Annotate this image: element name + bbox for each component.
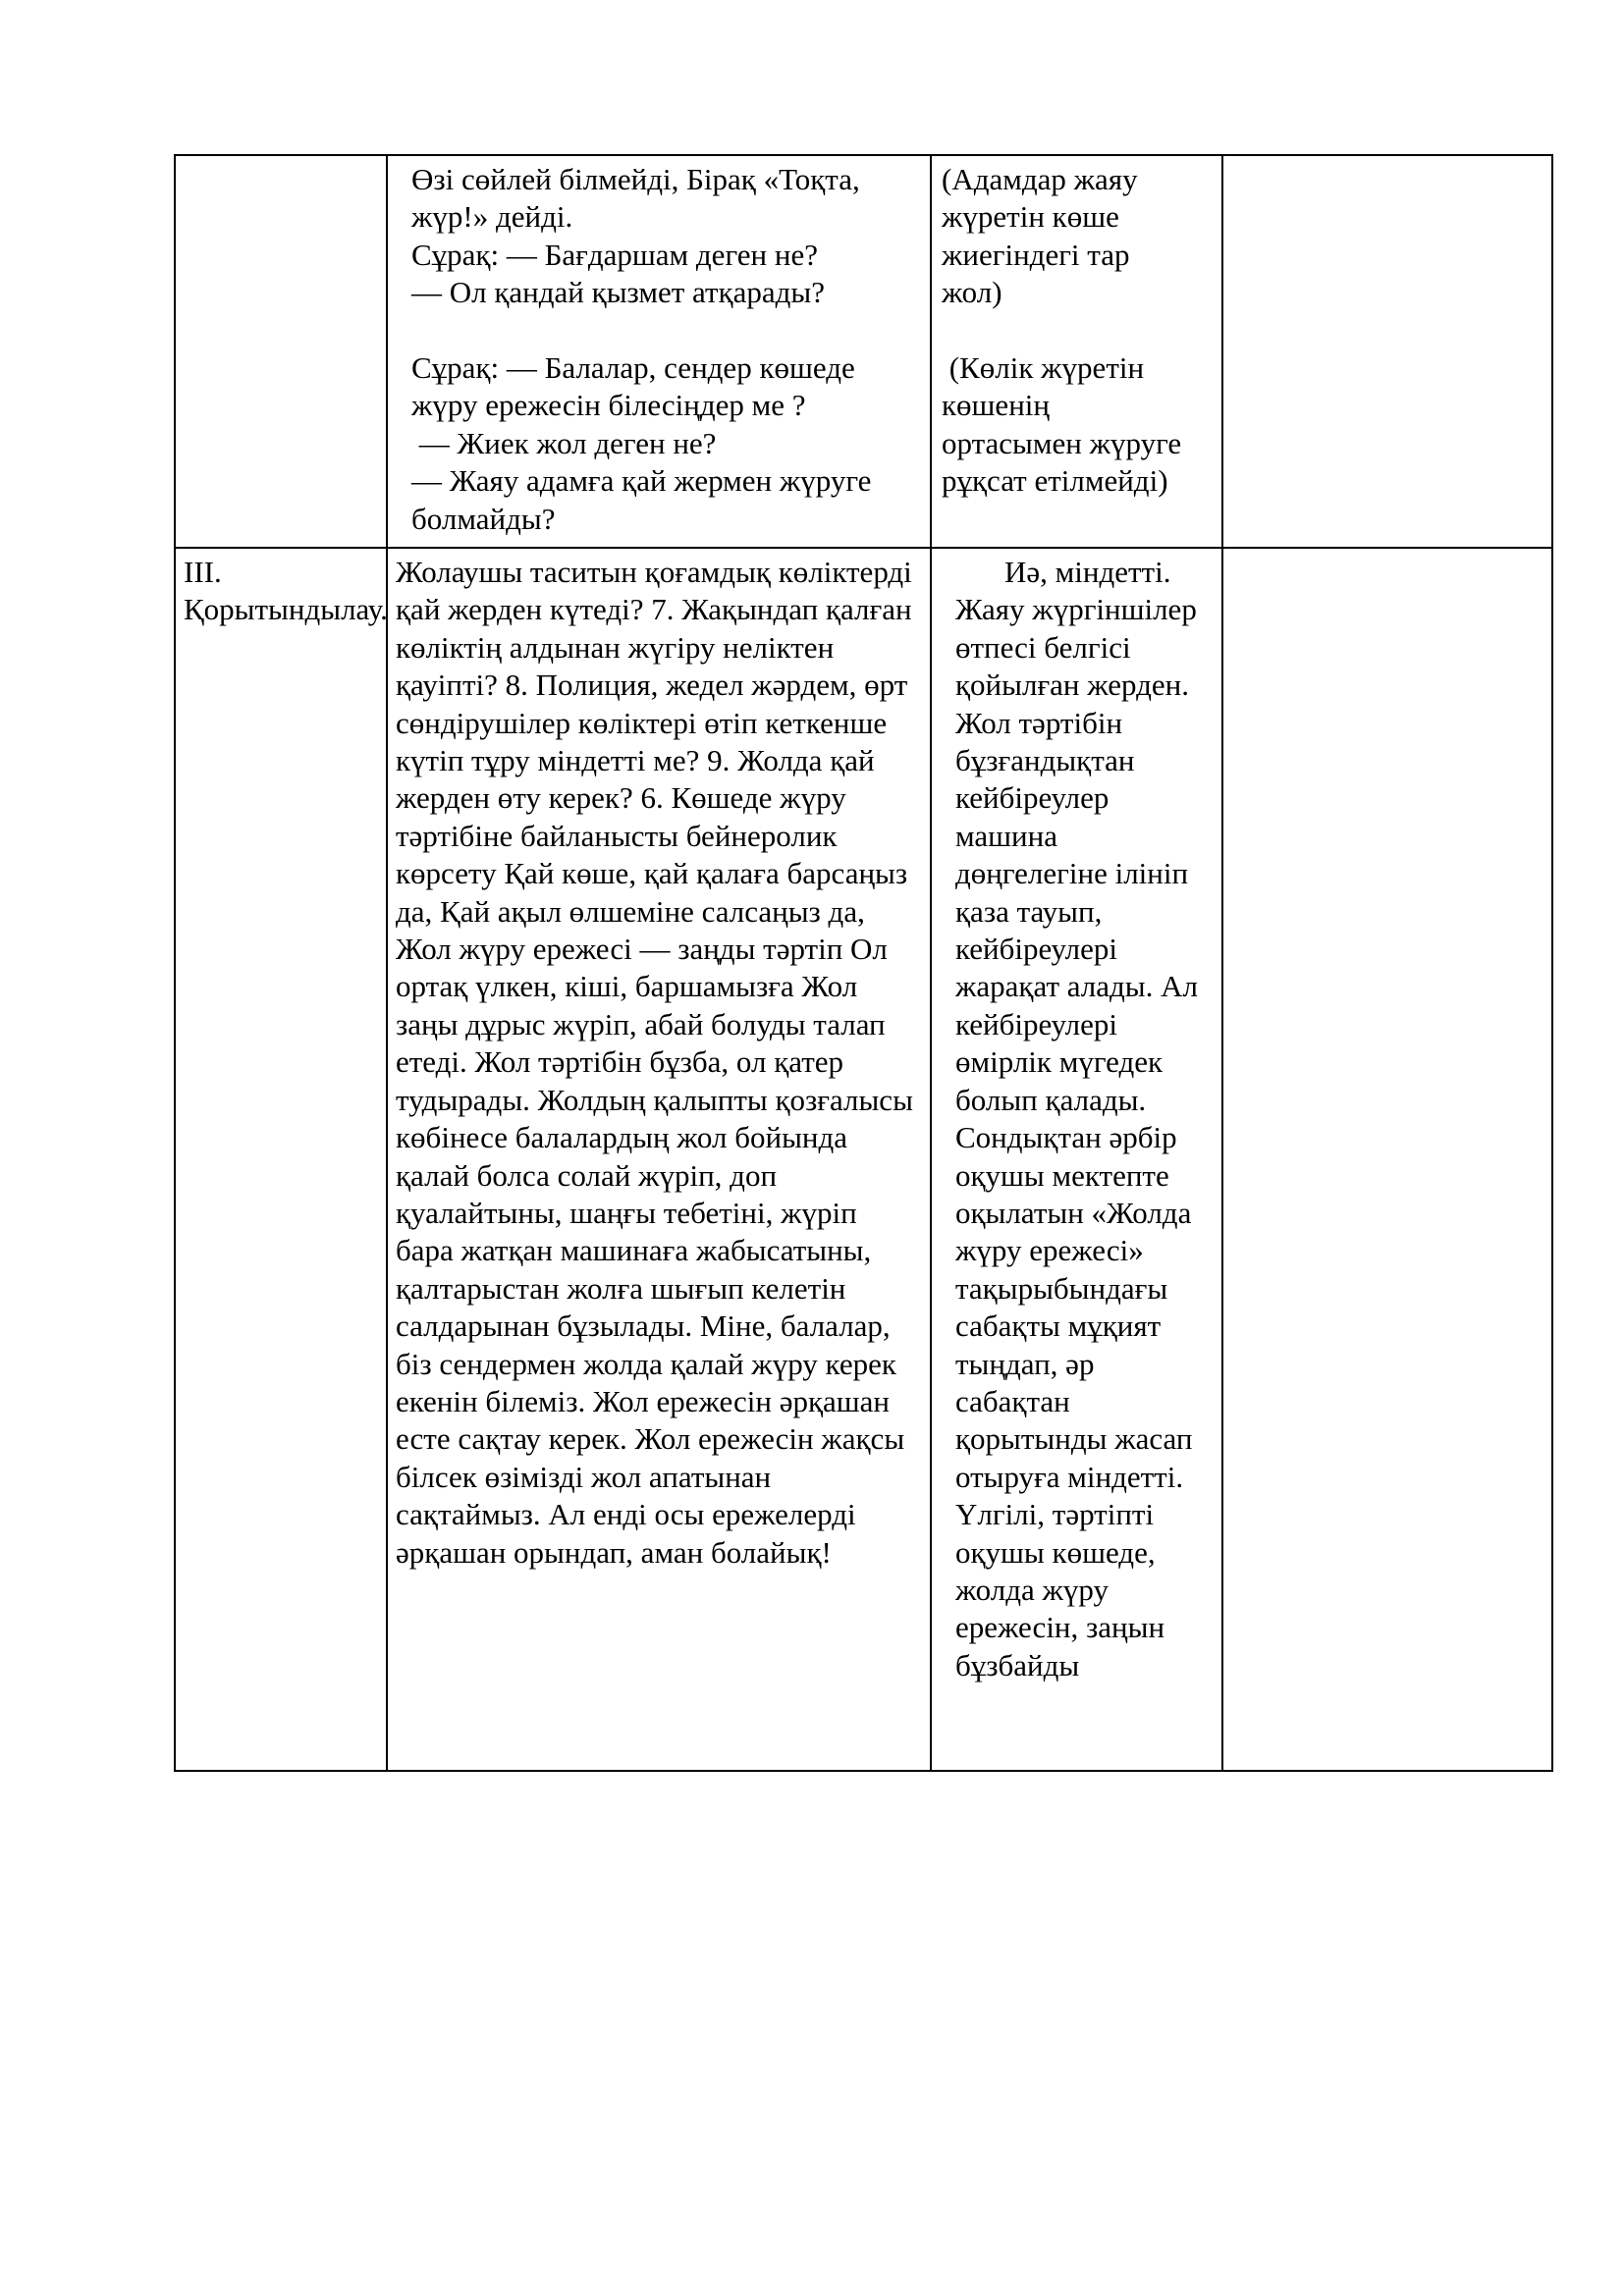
student-activity-cell <box>931 155 1222 548</box>
text-line: жүр!» дейді. <box>411 199 573 235</box>
blank-line <box>411 312 920 349</box>
stage-text: ІІІ. Қорытындылау. <box>184 555 388 627</box>
teacher-activity-text: Жолаушы таситын қоғамдық көліктерді қай жерден күтеді? 7. Жақындап қалған көліктің алдынан жүгіру неліктен қауіпті? 8. Полиция, жедел жәрдем, өрт сөндірушілер көліктері өтіп кеткенше күтіп тұру міндетті ме? 9. Жолда қай жерден өту керек? 6. Көшеде жүру тәртібіне байланысты бейнеролик көрсету Қай көше, қай қалаға барсаңыз да, Қай ақыл өлшеміне салсаңыз да, Жол жүру ережесі — заңды тәртіп Ол ортақ үлкен, кіші, баршамызға Жол заңы дұрыс жүріп, абай болуды талап етеді. Жол тәртібін бұзба, ол қатер тудырады. Жолдың қалыпты қозғалысы көбінесе балалардың жол бойында қалай болса солай жүріп, доп қуалайтыны, шаңғы тебетіні, жүріп бара жатқан машинаға жабысатыны, қалтарыстан жолға шығып келетін салдарынан бұзылады. Міне, балалар, біз сендермен жолда қалай жүру керек екенін білеміз. Жол ережесін әрқашан есте сақтау керек. Жол ережесін жақсы білсек өзімізді жол апатынан сақтаймыз. Ал енді осы ережелерді әрқашан орындап, аман болайық! <box>396 555 913 1570</box>
text-line: болмайды? <box>411 501 556 536</box>
stage-text <box>176 156 386 161</box>
text-line: жиегіндегі тар <box>942 237 1130 272</box>
text-line: Сұрақ: — Бағдаршам деген не? <box>411 237 818 272</box>
text-line: Өзі сөйлей білмейді, Бірақ «Тоқта, <box>411 162 860 196</box>
text-line: көшенің <box>942 388 1050 423</box>
notes-cell <box>1222 155 1552 548</box>
student-activity-cell <box>931 548 1222 1771</box>
notes-cell <box>1222 548 1552 1771</box>
stage-cell <box>175 155 387 548</box>
teacher-activity-cell <box>387 155 931 548</box>
teacher-activity-cell <box>387 548 931 1771</box>
text-line: Сұрақ: — Балалар, сендер көшеде <box>411 350 855 386</box>
student-activity-text <box>932 549 1221 1684</box>
text-line: — Жаяу адамға қай жермен жүруге <box>411 463 872 499</box>
text-line: жүретін көше <box>942 199 1119 235</box>
text-line: — Жиек жол деген не? <box>411 425 717 460</box>
table-row <box>175 548 1552 1771</box>
stage-cell <box>175 548 387 1771</box>
blank-line <box>942 312 1212 349</box>
text-line: (Адамдар жаяу <box>942 162 1138 196</box>
notes-text <box>1223 156 1551 161</box>
text-line: ортасымен жүруге <box>942 425 1182 460</box>
teacher-activity-text <box>388 156 930 538</box>
notes-text <box>1223 549 1551 554</box>
text-line: жүру ережесін білесіңдер ме ? <box>411 388 806 423</box>
table-row <box>175 155 1552 548</box>
text-line: рұқсат етілмейді) <box>942 463 1168 499</box>
text-line: — Ол қандай қызмет атқарады? <box>411 275 825 310</box>
student-activity-text <box>932 156 1221 501</box>
student-activity-paragraph: Иә, міндетті. Жаяу жүргіншілер өтпесі белгісі қойылған жерден. Жол тәртібін бұзғандықтан кейбіреулер машина дөңгелегіне ілініп қаза тауып, кейбіреулері жарақат алады. Ал кейбіреулері өмірлік мүгедек болып қалады. Сондықтан әрбір оқушы мектепте оқылатын «Жолда жүру ережесі» тақырыбындағы сабақты мұқият тыңдап, әр сабақтан қорытынды жасап отыруға міндетті. Үлгілі, тәртіпті оқушы көшеде, жолда жүру ережесін, заңын бұзбайды <box>955 555 1198 1682</box>
lesson-plan-table <box>174 154 1553 1772</box>
text-line: жол) <box>942 275 1002 310</box>
text-line: (Көлік жүретін <box>942 350 1145 386</box>
